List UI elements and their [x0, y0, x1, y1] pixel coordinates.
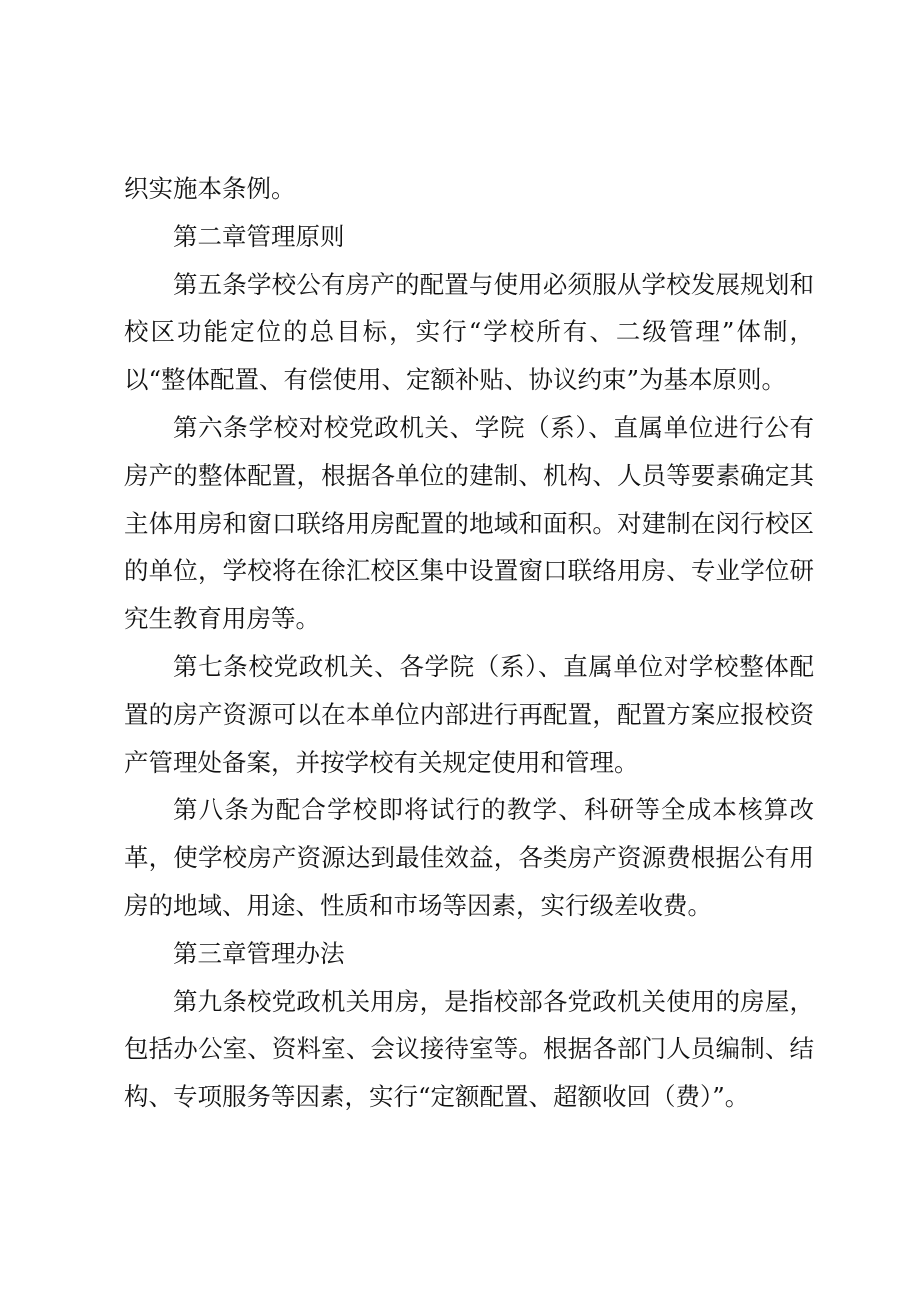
continuation-paragraph: 织实施本条例。 [124, 174, 296, 203]
article-8-paragraph: 第八条为配合学校即将试行的教学、科研等全成本核算改革，使学校房产资源达到最佳效益，各类房产资源费根据公有用房的地域、用途、性质和市场等因素，实行级差收费。 [124, 795, 814, 920]
article-9-paragraph: 第九条校党政机关用房，是指校部各党政机关使用的房屋，包括办公室、资料室、会议接待室等。根据各部门人员编制、结构、专项服务等因素，实行“定额配置、超额收回（费）”。 [124, 986, 814, 1112]
article-7-paragraph: 第七条校党政机关、各学院（系）、直属单位对学校整体配置的房产资源可以在本单位内部进行再配置，配置方案应报校资产管理处备案，并按学校有关规定使用和管理。 [124, 651, 814, 777]
document-body [124, 165, 814, 1121]
article-6-paragraph: 第六条学校对校党政机关、学院（系）、直属单位进行公有房产的整体配置，根据各单位的建制、机构、人员等要素确定其主体用房和窗口联络用房配置的地域和面积。对建制在闵行校区的单位，学校将在徐汇校区集中设置窗口联络用房、专业学位研究生教育用房等。 [124, 412, 814, 634]
chapter-heading-3: 第三章管理办法 [173, 938, 345, 968]
chapter-heading-2: 第二章管理原则 [173, 221, 345, 251]
article-5-paragraph: 第五条学校公有房产的配置与使用必须服从学校发展规划和校区功能定位的总目标，实行“学校所有、二级管理”体制，以“整体配置、有偿使用、定额补贴、协议约束”为基本原则。 [124, 269, 814, 395]
